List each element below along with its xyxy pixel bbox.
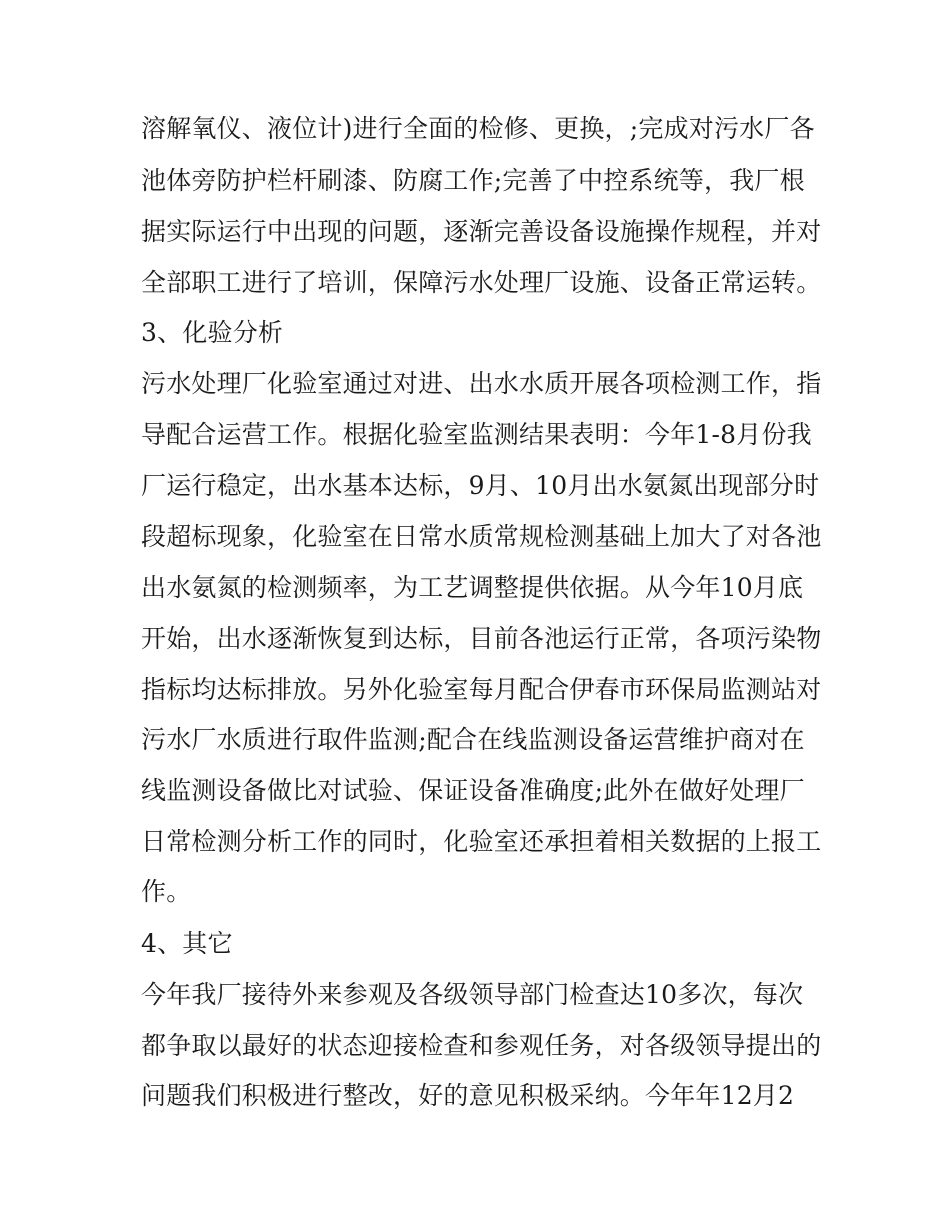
text-line: 线监测设备做比对试验、保证设备准确度;此外在做好处理厂 <box>141 776 805 805</box>
text-line: 全部职工进行了培训，保障污水处理厂设施、设备正常运转。 <box>141 268 822 297</box>
text-line: 导配合运营工作。根据化验室监测结果表明：今年1-8月份我 <box>141 420 812 449</box>
text-line: 指标均达标排放。另外化验室每月配合伊春市环保局监测站对 <box>141 675 822 704</box>
text-line: 池体旁防护栏杆刷漆、防腐工作;完善了中控系统等，我厂根 <box>141 166 805 195</box>
text-line: 今年我厂接待外来参观及各级领导部门检查达10多次，每次 <box>141 980 804 1009</box>
text-line: 据实际运行中出现的问题，逐渐完善设备设施操作规程，并对 <box>141 217 822 246</box>
text-line: 日常检测分析工作的同时，化验室还承担着相关数据的上报工 <box>141 827 822 856</box>
text-line: 污水厂水质进行取件监测;配合在线监测设备运营维护商对在 <box>141 725 805 754</box>
section-heading: 4、其它 <box>141 929 233 958</box>
text-line: 厂运行稳定，出水基本达标，9月、10月出水氨氮出现部分时 <box>141 471 820 500</box>
text-line: 出水氨氮的检测频率，为工艺调整提供依据。从今年10月底 <box>141 573 804 602</box>
text-line: 段超标现象，化验室在日常水质常规检测基础上加大了对各池 <box>141 522 822 551</box>
text-line: 都争取以最好的状态迎接检查和参观任务，对各级领导提出的 <box>141 1031 822 1060</box>
text-line: 问题我们积极进行整改，好的意见积极采纳。今年年12月2 <box>141 1081 795 1110</box>
text-line: 污水处理厂化验室通过对进、出水水质开展各项检测工作，指 <box>141 369 822 398</box>
text-line: 开始，出水逐渐恢复到达标，目前各池运行正常，各项污染物 <box>141 624 822 653</box>
text-line: 溶解氧仪、液位计)进行全面的检修、更换，;完成对污水厂各 <box>141 114 815 143</box>
text-line: 作。 <box>141 877 192 906</box>
section-heading: 3、化验分析 <box>141 318 284 347</box>
